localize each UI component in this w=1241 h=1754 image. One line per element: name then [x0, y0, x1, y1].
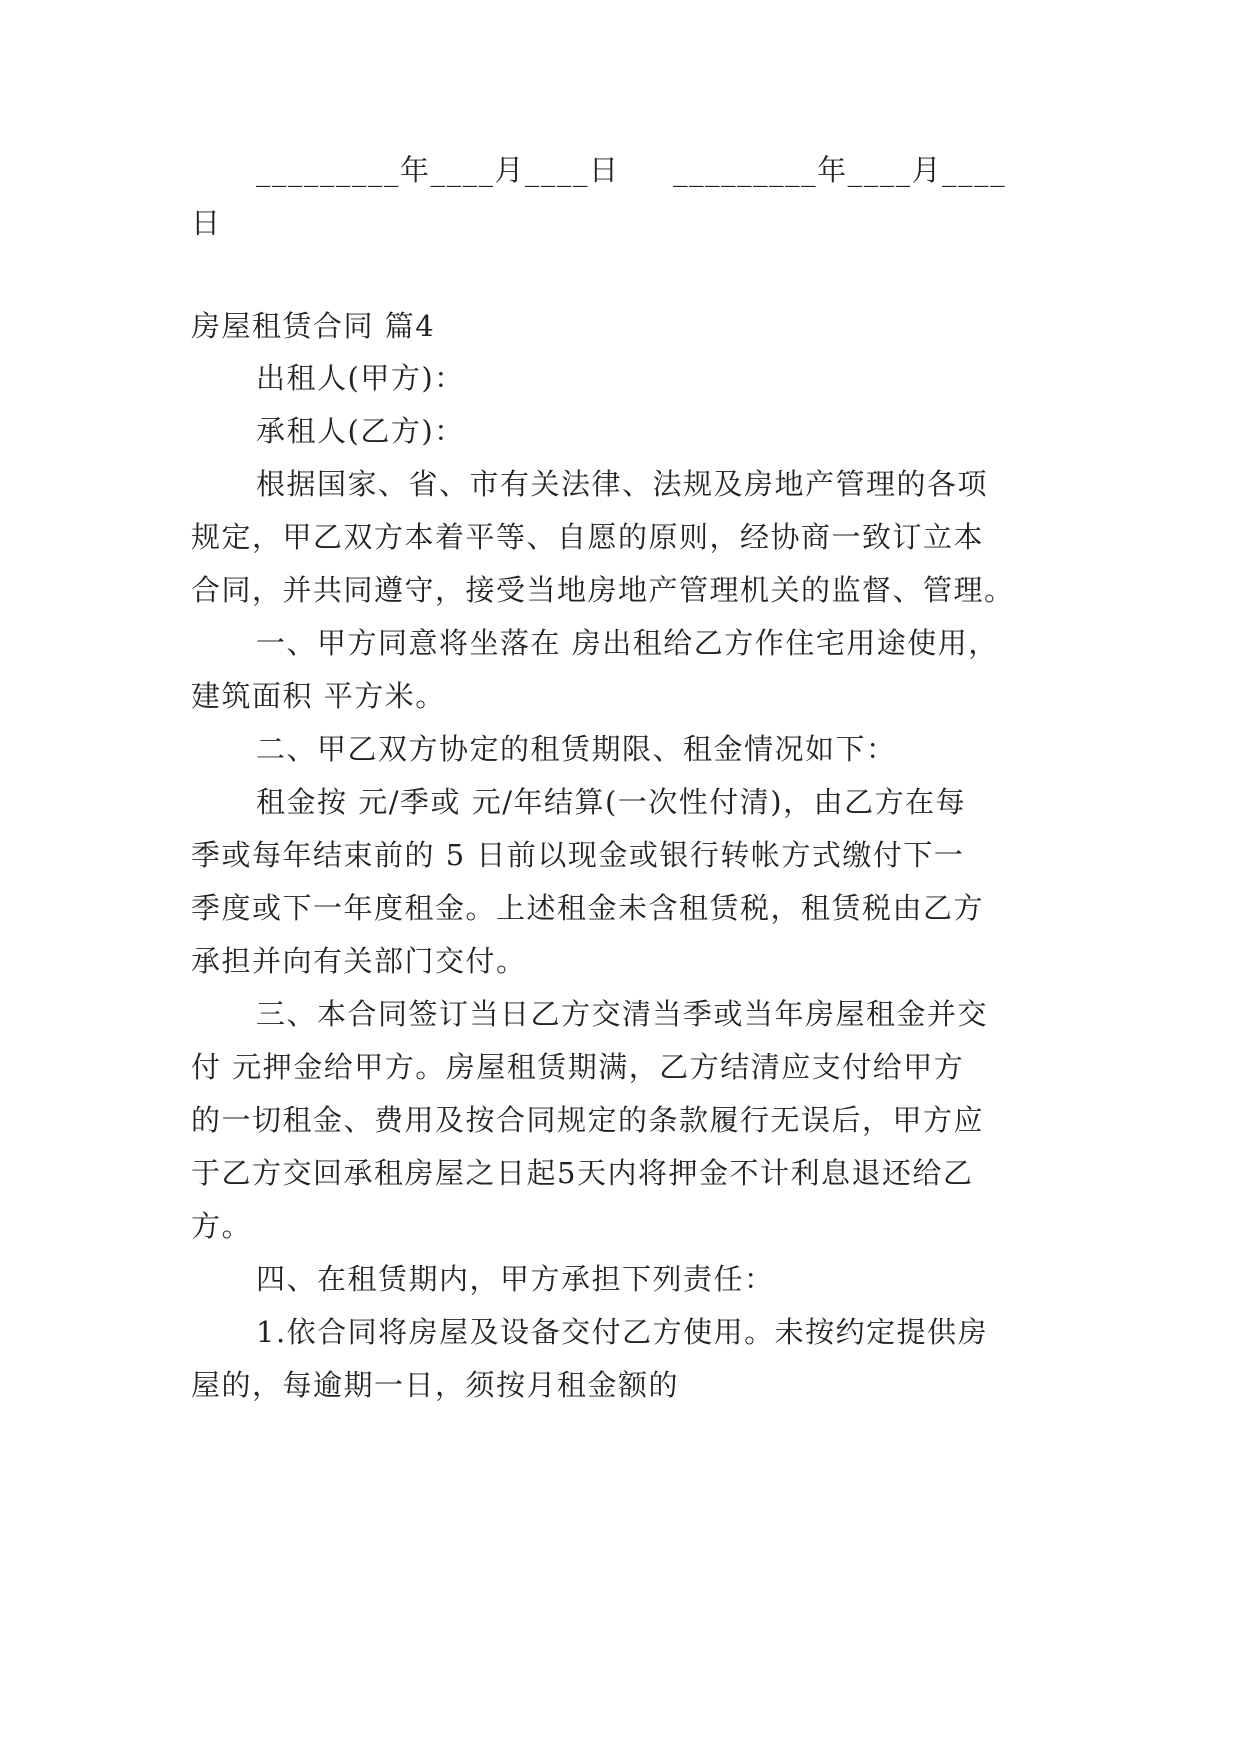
intro-line: 规定，甲乙双方本着平等、自愿的原则，经协商一致订立本: [191, 520, 985, 554]
clause-3-line: 于乙方交回承租房屋之日起5天内将押金不计利息退还给乙: [191, 1156, 974, 1190]
clause-4-item-line: 1.依合同将房屋及设备交付乙方使用。未按约定提供房: [256, 1315, 989, 1349]
lessee-line: 承租人(乙方)：: [256, 414, 465, 448]
clause-2-line: 租金按 元/季或 元/年结算(一次性付清)，由乙方在每: [256, 785, 967, 819]
clause-1-line: 一、甲方同意将坐落在 房出租给乙方作住宅用途使用，: [256, 626, 999, 660]
clause-3-line: 方。: [191, 1209, 253, 1243]
date-signature-line: _________年____月____日 _________年____月____: [256, 153, 1007, 187]
clause-2-line: 承担并向有关部门交付。: [191, 944, 527, 978]
date-signature-line-continued: 日: [191, 206, 222, 240]
clause-1-line: 建筑面积 平方米。: [191, 679, 446, 713]
intro-line: 根据国家、省、市有关法律、法规及房地产管理的各项: [256, 467, 989, 501]
section-title: 房屋租赁合同 篇4: [191, 309, 436, 343]
clause-2-title: 二、甲乙双方协定的租赁期限、租金情况如下：: [256, 732, 897, 766]
clause-2-line: 季或每年结束前的 5 日前以现金或银行转帐方式缴付下一: [191, 838, 965, 872]
clause-3-line: 付 元押金给甲方。房屋租赁期满，乙方结清应支付给甲方: [191, 1050, 965, 1084]
lessor-line: 出租人(甲方)：: [256, 361, 465, 395]
clause-3-line: 的一切租金、费用及按合同规定的条款履行无误后，甲方应: [191, 1103, 985, 1137]
clause-4-item-line: 屋的，每逾期一日，须按月租金额的: [191, 1368, 680, 1402]
intro-line: 合同，并共同遵守，接受当地房地产管理机关的监督、管理。: [191, 573, 1015, 607]
clause-2-line: 季度或下一年度租金。上述租金未含租赁税，租赁税由乙方: [191, 891, 985, 925]
clause-3-line: 三、本合同签订当日乙方交清当季或当年房屋租金并交: [256, 997, 989, 1031]
clause-4-title: 四、在租赁期内，甲方承担下列责任：: [256, 1262, 775, 1296]
